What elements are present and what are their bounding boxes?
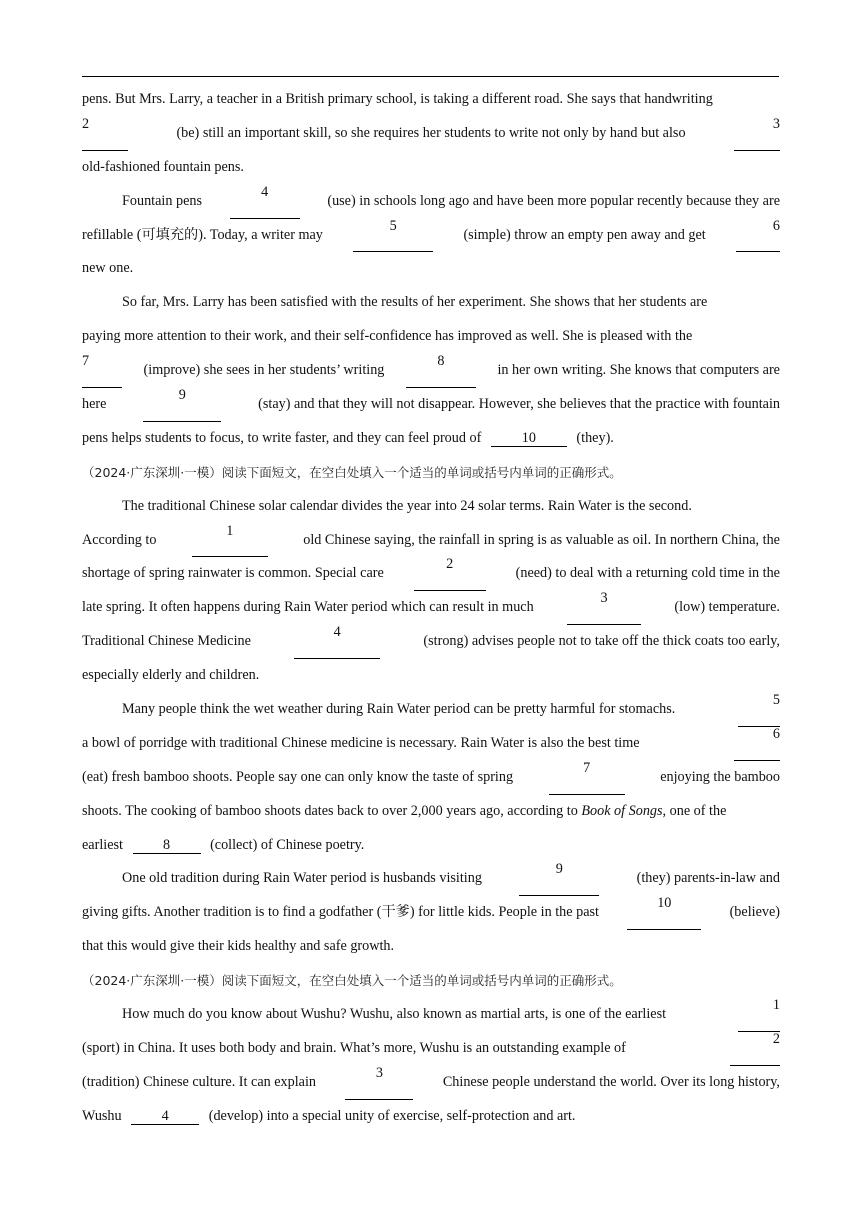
blank-6[interactable]: 6 — [734, 727, 780, 761]
blank-9[interactable]: 9 — [143, 388, 221, 422]
text: refillable (可填充的). Today, a writer may — [82, 226, 323, 243]
text-line — [82, 524, 780, 558]
text-line — [82, 727, 780, 761]
blank-5[interactable]: 5 — [353, 219, 433, 253]
text-line — [82, 185, 780, 219]
blank-7[interactable]: 7 — [549, 761, 625, 795]
text: Many people think the wet weather during Rain Water period can be pretty harmful for stomachs. — [122, 701, 676, 718]
text: earliest — [82, 836, 123, 853]
text-line — [82, 83, 780, 117]
text: The traditional Chinese solar calendar divides the year into 24 solar terms. Rain Water is the second. — [122, 497, 692, 514]
text: Chinese people understand the world. Over its long history, — [442, 1073, 780, 1090]
text-line — [82, 795, 780, 829]
text: (develop) into a special unity of exercise, self-protection and art. — [208, 1107, 576, 1124]
blank-8[interactable]: 8 — [133, 838, 201, 854]
text-line — [82, 1100, 780, 1134]
text-line — [82, 1066, 780, 1100]
text: (simple) throw an empty pen away and get — [463, 226, 706, 243]
text-line — [82, 490, 780, 524]
text: (believe) — [729, 904, 780, 921]
text: (they) parents-in-law and — [636, 870, 780, 887]
blank-6[interactable]: 6 — [736, 219, 780, 253]
text: (improve) she sees in her students’ writing — [143, 362, 385, 379]
text-line — [82, 862, 780, 896]
text-line — [82, 896, 780, 930]
text: especially elderly and children. — [82, 667, 260, 684]
text-line — [82, 388, 780, 422]
text: enjoying the bamboo — [660, 768, 780, 785]
text — [82, 795, 726, 829]
text: late spring. It often happens during Rain Water period which can result in much — [82, 599, 534, 616]
text-line — [82, 320, 780, 354]
text-line — [82, 286, 780, 320]
blank-10[interactable]: 10 — [491, 431, 567, 447]
text: , one of the — [662, 802, 727, 819]
text-line — [82, 219, 780, 253]
text: paying more attention to their work, and their self-confidence has improved as well. She is pleased with the — [82, 328, 693, 345]
blank-4[interactable]: 4 — [294, 625, 380, 659]
blank-5[interactable]: 5 — [738, 693, 780, 727]
text: pens helps students to focus, to write faster, and they can feel proud of — [82, 429, 482, 446]
text: One old tradition during Rain Water period is husbands visiting — [122, 870, 482, 887]
text-line — [82, 591, 780, 625]
text: (eat) fresh bamboo shoots. People say one can only know the taste of spring — [82, 768, 514, 785]
text-line — [82, 625, 780, 659]
blank-3[interactable]: 3 — [345, 1066, 413, 1100]
text: Fountain pens — [122, 192, 202, 209]
blank-4[interactable]: 4 — [230, 185, 300, 219]
section-header: （2024·广东深圳·一模）阅读下面短文，在空白处填入一个适当的单词或括号内单词的正确形式。 — [82, 973, 622, 989]
text-line — [82, 151, 780, 185]
document-body — [82, 83, 780, 1134]
blank-8[interactable]: 8 — [406, 354, 476, 388]
text: (stay) and that they will not disappear. However, she believes that the practice with fountain — [258, 396, 780, 413]
text: (need) to deal with a returning cold time in the — [515, 565, 780, 582]
blank-3[interactable]: 3 — [734, 117, 780, 151]
text: (sport) in China. It uses both body and brain. What’s more, Wushu is an outstanding example of — [82, 1039, 626, 1056]
text-line — [82, 659, 780, 693]
text: pens. But Mrs. Larry, a teacher in a British primary school, is taking a different road. She says that handwriting — [82, 91, 713, 107]
blank-7[interactable]: 7 — [82, 354, 122, 388]
text-line — [82, 930, 780, 964]
text-line — [82, 422, 780, 456]
blank-2[interactable]: 2 — [414, 557, 486, 591]
text: (collect) of Chinese poetry. — [210, 836, 365, 853]
text: a bowl of porridge with traditional Chinese medicine is necessary. Rain Water is also the best time — [82, 734, 640, 751]
blank-1[interactable]: 1 — [192, 524, 268, 558]
text: shortage of spring rainwater is common. Special care — [82, 565, 384, 582]
header-rule — [82, 76, 779, 77]
text: in her own writing. She knows that computers are — [497, 362, 780, 379]
text: Wushu — [82, 1107, 122, 1124]
text: (be) still an important skill, so she requires her students to write not only by hand but also — [176, 124, 686, 141]
text-line — [82, 1032, 780, 1066]
text-line — [82, 998, 780, 1032]
text: (strong) advises people not to take off the thick coats too early, — [423, 633, 780, 650]
text-line — [82, 829, 780, 863]
text: old-fashioned fountain pens. — [82, 158, 244, 175]
text: (tradition) Chinese culture. It can explain — [82, 1073, 317, 1090]
text: How much do you know about Wushu? Wushu, also known as martial arts, is one of the earliest — [122, 1006, 667, 1023]
section-header: （2024·广东深圳·一模）阅读下面短文，在空白处填入一个适当的单词或括号内单词的正确形式。 — [82, 464, 622, 480]
book-title: Book of Songs — [581, 802, 663, 819]
text: giving gifts. Another tradition is to find a godfather (干爹) for little kids. People in the past — [82, 904, 599, 921]
text: new one. — [82, 260, 134, 277]
text: Traditional Chinese Medicine — [82, 633, 251, 650]
text-line — [82, 354, 780, 388]
text: shoots. The cooking of bamboo shoots dates back to over 2,000 years ago, according to — [82, 802, 578, 819]
text: old Chinese saying, the rainfall in spring is as valuable as oil. In northern China, the — [303, 531, 780, 548]
text: According to — [82, 531, 157, 548]
blank-2[interactable]: 2 — [730, 1032, 780, 1066]
text: (use) in schools long ago and have been more popular recently because they are — [327, 192, 780, 209]
text: (they). — [576, 429, 614, 446]
blank-3[interactable]: 3 — [567, 591, 641, 625]
blank-4[interactable]: 4 — [131, 1109, 199, 1125]
blank-9[interactable]: 9 — [519, 862, 599, 896]
text: here — [82, 396, 107, 413]
text-line — [82, 761, 780, 795]
text-line — [82, 117, 780, 151]
text: (low) temperature. — [674, 599, 780, 616]
blank-2[interactable]: 2 — [82, 117, 128, 151]
blank-10[interactable]: 10 — [627, 896, 701, 930]
blank-1[interactable]: 1 — [738, 998, 780, 1032]
text-line — [82, 252, 780, 286]
text-line — [82, 557, 780, 591]
text: that this would give their kids healthy and safe growth. — [82, 938, 395, 955]
text-line — [82, 693, 780, 727]
text: So far, Mrs. Larry has been satisfied with the results of her experiment. She shows that her students are — [122, 294, 708, 311]
